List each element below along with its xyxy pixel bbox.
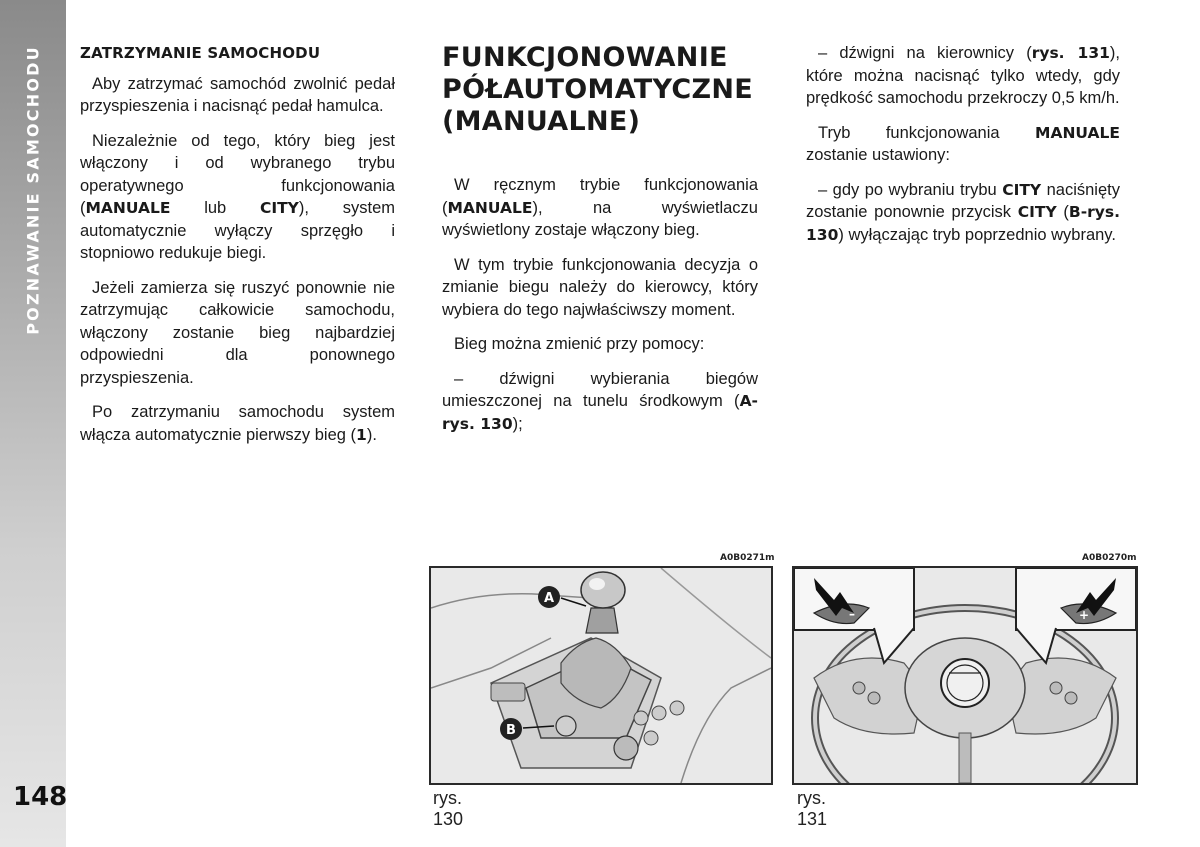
paragraph-text: Po zatrzymaniu samochodu system włącza automatycznie pierwszy bieg (: [80, 403, 395, 444]
paragraph: [442, 174, 758, 242]
figure-caption: rys. 131: [797, 788, 828, 829]
paragraph-text: W tym trybie funkcjonowania decyzja o zmianie biegu należy do kierowcy, który wybiera do tego najwłaściwszy moment.: [442, 255, 758, 319]
steering-wheel-paddles-illustration-icon: [792, 566, 1138, 785]
callout-b: B: [506, 723, 516, 738]
paragraph-text: naciśnięty zostanie ponownie przycisk: [806, 180, 1120, 221]
column-3: [806, 42, 1120, 258]
paragraph-text: (: [1056, 203, 1069, 221]
side-strip: [0, 0, 66, 847]
bold-term: MANUALE: [85, 199, 171, 217]
gear-selector-illustration-icon: [429, 566, 773, 785]
bold-term: CITY: [259, 199, 299, 217]
paragraph-text: Bieg można zmienić przy pomocy:: [454, 335, 705, 353]
plus-paddle-label: +: [1078, 608, 1090, 622]
figure-code: A0B0271m: [720, 553, 775, 563]
paragraph: [80, 401, 395, 446]
heading-line: (MANUALNE): [442, 106, 641, 137]
paragraph-text: ), system automatycznie wyłączy sprzęgło i stopniowo redukuje biegi.: [80, 199, 395, 262]
section-title: POZNAWANIE SAMOCHODU: [23, 45, 43, 335]
paragraph-text: ) wyłączając tryb poprzednio wybrany.: [838, 225, 1116, 244]
main-heading: [442, 42, 758, 138]
paragraph-text: – dźwigni na kierownicy (: [818, 44, 1032, 62]
paragraph-text: Jeżeli zamierza się ruszyć ponownie nie zatrzymując całkowicie samochodu, włączony zostanie bieg najbardziej odpowiedni dla ponownego przyspieszenia.: [80, 278, 395, 387]
paragraph-text: – gdy po wybraniu trybu: [818, 180, 1003, 199]
paragraph: [806, 42, 1120, 110]
paragraph-text: ).: [366, 425, 377, 444]
paragraph-text: lub: [170, 199, 260, 217]
bold-term: 1: [356, 425, 367, 444]
paragraph: [80, 73, 395, 118]
paragraph: [442, 254, 758, 322]
bold-term: CITY: [1002, 180, 1042, 199]
figure-code: A0B0270m: [1082, 553, 1137, 563]
paragraph-text: zostanie ustawiony:: [806, 146, 950, 164]
paragraph: [442, 368, 758, 436]
column-2: [442, 42, 758, 447]
bold-term: B-rys. 130: [806, 203, 1120, 244]
paragraph-text: ), na wyświetlaczu wyświetlony zostaje włączony bieg.: [442, 198, 758, 239]
paragraph-text: Tryb funkcjonowania: [818, 123, 1036, 142]
section-heading: ZATRZYMANIE SAMOCHODU: [80, 44, 321, 62]
bold-term: A-rys. 130: [442, 392, 758, 433]
minus-paddle-label: –: [849, 607, 855, 621]
bold-term: rys. 131: [1031, 44, 1110, 62]
paragraph: [806, 122, 1120, 167]
paragraph-text: W ręcznym trybie funkcjonowania (: [442, 176, 758, 217]
bold-term: CITY: [1017, 203, 1057, 221]
paragraph: [80, 277, 395, 390]
page-number: 148: [13, 782, 68, 812]
paragraph-text: );: [512, 414, 523, 433]
column-1: [80, 42, 395, 458]
paragraph-text: – dźwigni wybierania biegów umieszczonej na tunelu środkowym (: [442, 369, 758, 410]
bold-term: MANUALE: [447, 198, 533, 217]
paragraph: [442, 333, 758, 356]
figure-caption: rys. 130: [433, 788, 464, 829]
bold-term: MANUALE: [1035, 123, 1120, 142]
paragraph: [806, 179, 1120, 247]
paragraph: [80, 130, 395, 265]
heading-line: PÓŁAUTOMATYCZNE: [442, 74, 754, 105]
paragraph-text: Aby zatrzymać samochód zwolnić pedał przyspieszenia i nacisnąć pedał hamulca.: [80, 74, 395, 115]
callout-a: A: [543, 591, 555, 606]
paragraph-text: Niezależnie od tego, który bieg jest włączony i od wybranego trybu operatywnego funkcjonowania (: [80, 131, 395, 217]
heading-line: FUNKCJONOWANIE: [442, 42, 728, 73]
paragraph-text: ), które można nacisnąć tylko wtedy, gdy prędkość samochodu przekroczy 0,5 km/h.: [806, 44, 1120, 107]
